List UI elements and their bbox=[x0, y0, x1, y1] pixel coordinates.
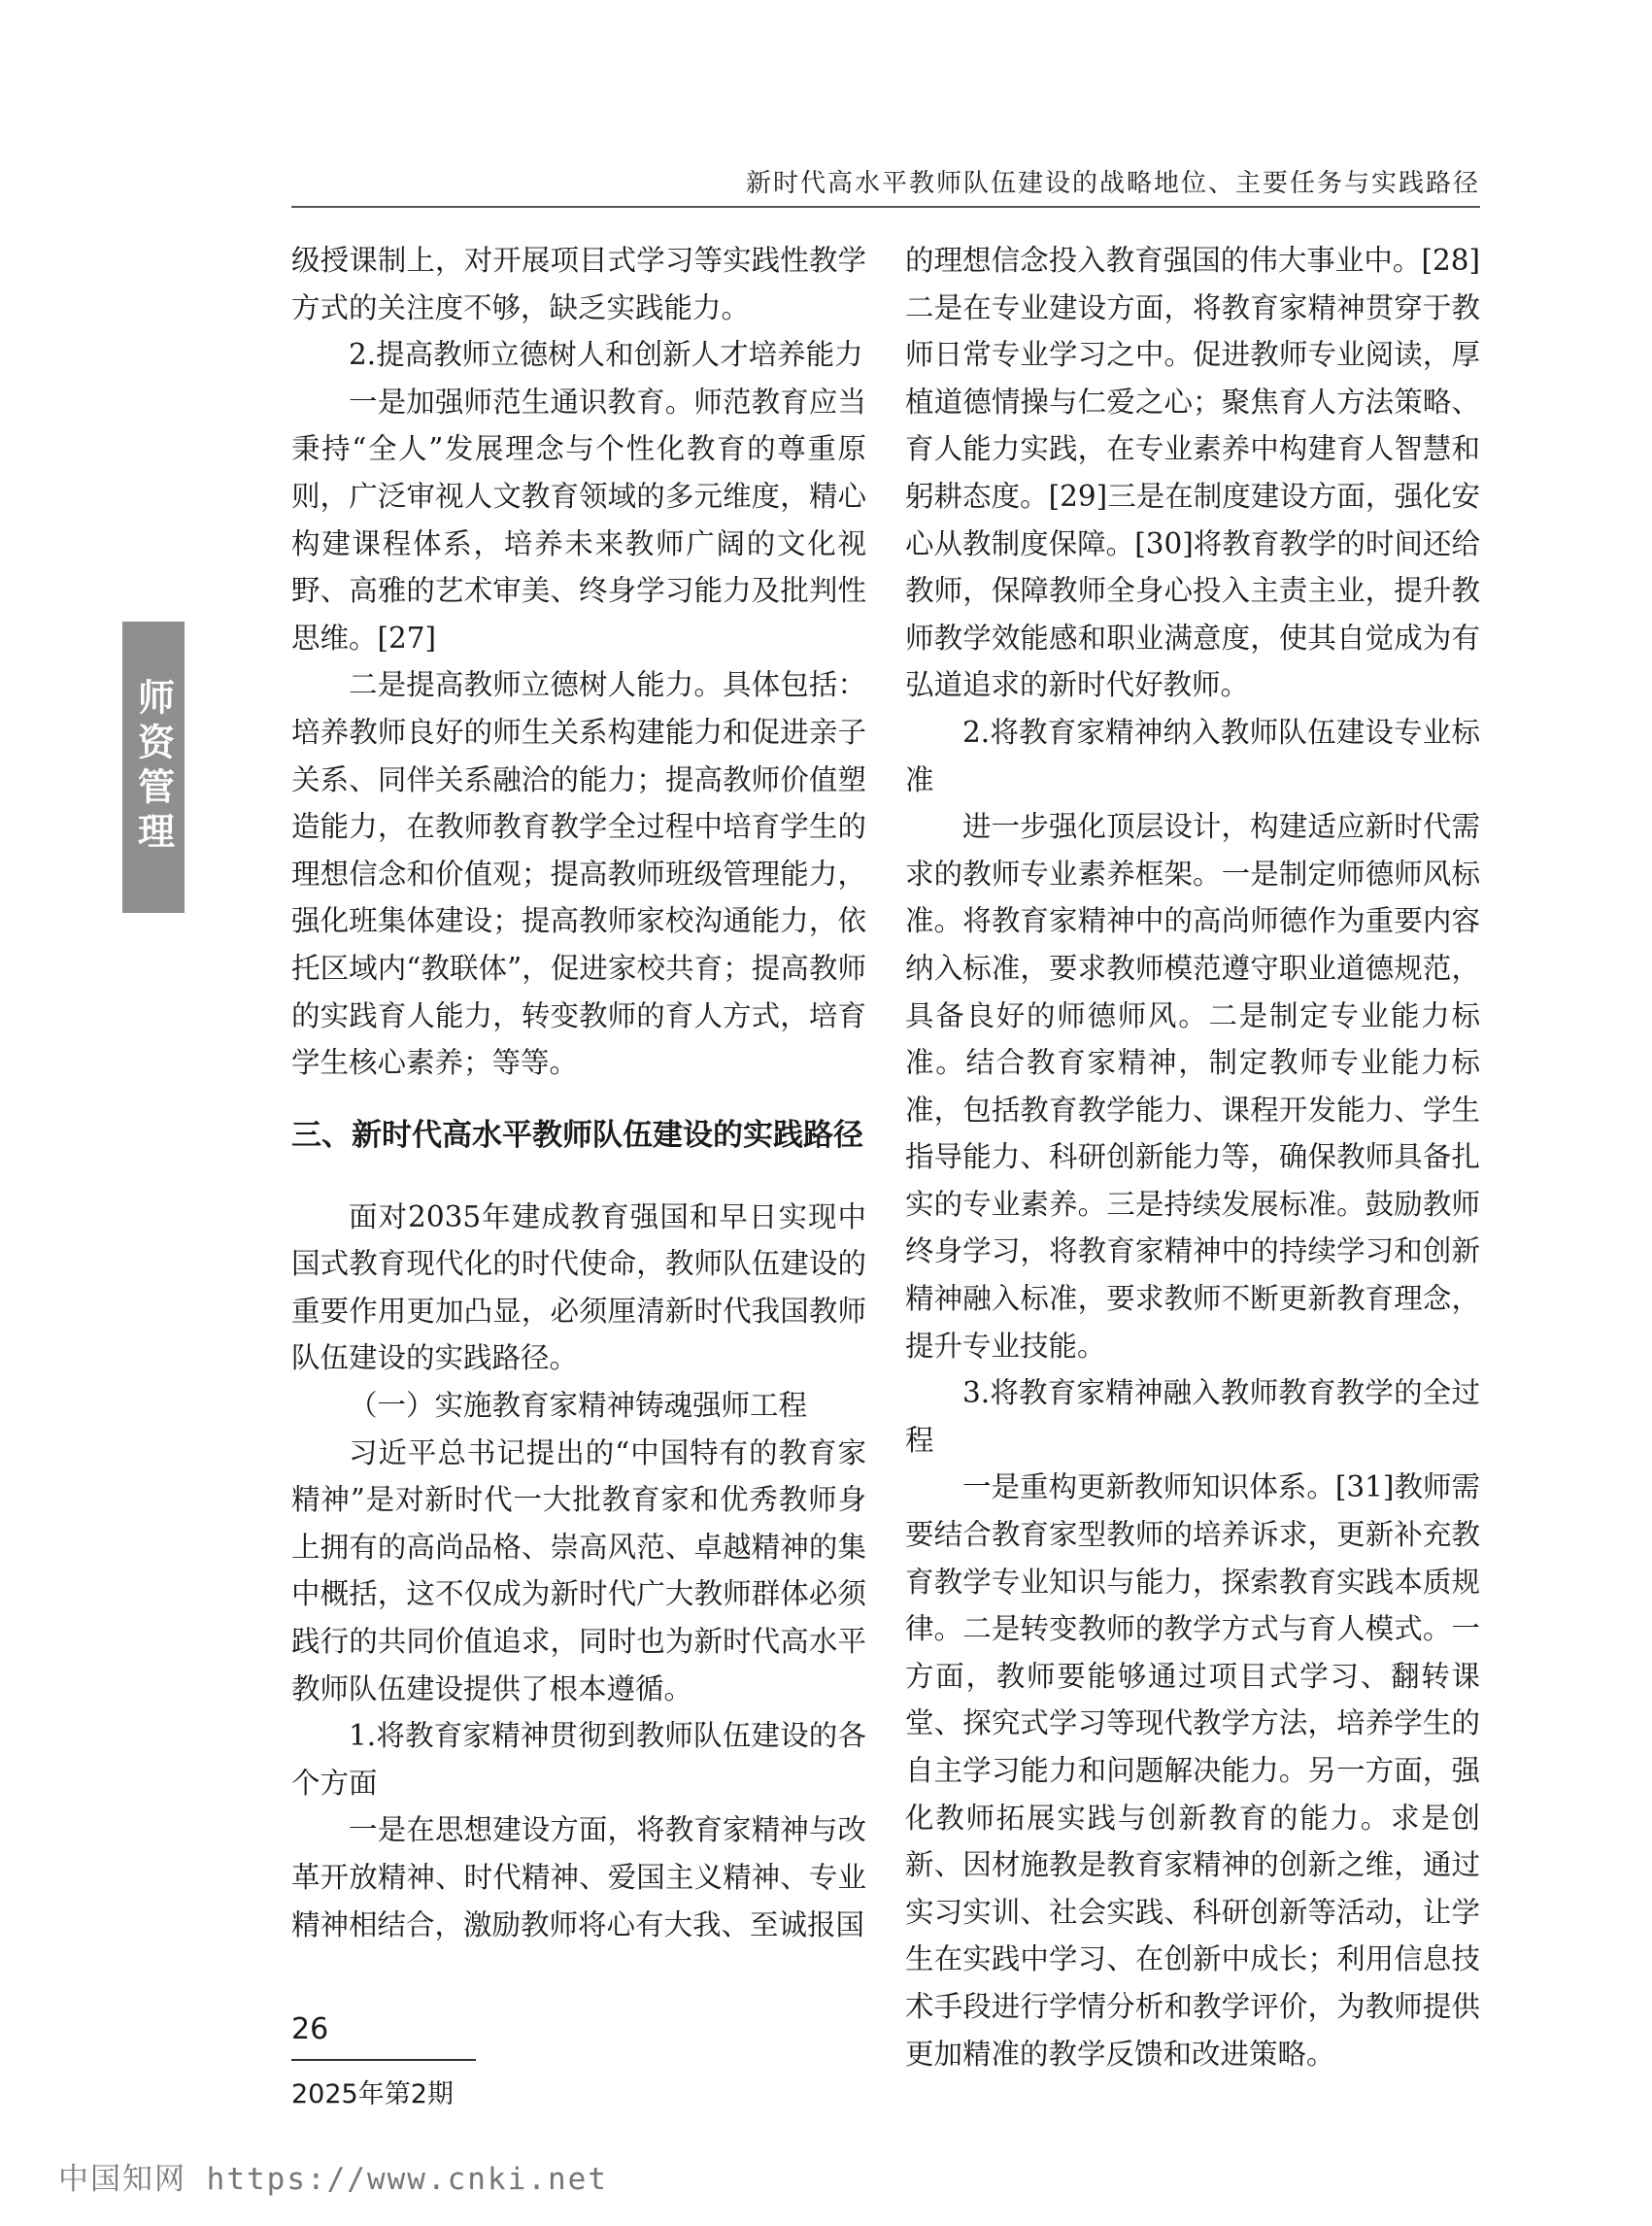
cnki-watermark: 中国知网 https://www.cnki.net bbox=[58, 2162, 608, 2197]
paragraph: 进一步强化顶层设计，构建适应新时代需求的教师专业素养框架。一是制定师德师风标准。将教育家精神中的高尚师德作为重要内容纳入标准，要求教师模范遵守职业道德规范，具备良好的师德师风。二是制定专业能力标准。结合教育家精神，制定教师专业能力标准，包括教育教学能力、课程开发能力、学生指导能力、科研创新能力等，确保教师具备扎实的专业素养。三是持续发展标准。鼓励教师终身学习，将教育家精神中的持续学习和创新精神融入标准，要求教师不断更新教育理念，提升专业技能。 bbox=[905, 810, 1480, 1363]
paragraph: 级授课制上，对开展项目式学习等实践性教学方式的关注度不够，缺乏实践能力。 bbox=[291, 244, 866, 324]
page-number: 26 bbox=[291, 2012, 329, 2046]
paragraph: 习近平总书记提出的“中国特有的教育家精神”是对新时代一大批教育家和优秀教师身上拥有的高尚品格、崇高风范、卓越精神的集中概括，这不仅成为新时代广大教师群体必须践行的共同价值追求，同时也为新时代高水平教师队伍建设提供了根本遵循。 bbox=[291, 1435, 866, 1705]
paragraph: 一是在思想建设方面，将教育家精神与改革开放精神、时代精神、爱国主义精神、专业精神相结合，激励教师将心有大我、至诚报国 bbox=[291, 1813, 866, 1941]
subsection-heading: 3.将教育家精神融入教师教育教学的全过程 bbox=[905, 1376, 1480, 1457]
subsection-heading: 2.将教育家精神纳入教师队伍建设专业标准 bbox=[905, 715, 1480, 796]
paragraph: 一是重构更新教师知识体系。[31]教师需要结合教育家型教师的培养诉求，更新补充教育教学专业知识与能力，探索教育实践本质规律。二是转变教师的教学方式与育人模式。一方面，教师要能够通过项目式学习、翻转课堂、探究式学习等现代教学方法，培养学生的自主学习能力和问题解决能力。另一方面，强化教师拓展实践与创新教育的能力。求是创新、因材施教是教育家精神的创新之维，通过实习实训、社会实践、科研创新等活动，让学生在实践中学习、在创新中成长；利用信息技术手段进行学情分析和教学评价，为教师提供更加精准的教学反馈和改进策略。 bbox=[905, 1470, 1480, 2071]
subsection-heading: 1.将教育家精神贯彻到教师队伍建设的各个方面 bbox=[291, 1719, 866, 1800]
issue-label: 2025年第2期 bbox=[291, 2079, 454, 2109]
paragraph: 的理想信念投入教育强国的伟大事业中。[28]二是在专业建设方面，将教育家精神贯穿于教师日常专业学习之中。促进教师专业阅读，厚植道德情操与仁爱之心；聚焦育人方法策略、育人能力实践，在专业素养中构建育人智慧和躬耕态度。[29]三是在制度建设方面，强化安心从教制度保障。[30]将教育教学的时间还给教师，保障教师全身心投入主责主业，提升教师教学效能感和职业满意度，使其自觉成为有弘道追求的新时代好教师。 bbox=[905, 244, 1480, 702]
subsection-heading: （一）实施教育家精神铸魂强师工程 bbox=[349, 1389, 808, 1423]
right-column bbox=[905, 237, 1480, 2077]
left-column bbox=[291, 237, 866, 1948]
subsection-heading: 2.提高教师立德树人和创新人才培养能力 bbox=[349, 338, 863, 372]
footer-rule bbox=[291, 2059, 476, 2061]
paragraph: 二是提高教师立德树人能力。具体包括：培养教师良好的师生关系构建能力和促进亲子关系、同伴关系融洽的能力；提高教师价值塑造能力，在教师教育教学全过程中培育学生的理想信念和价值观；提高教师班级管理能力，强化班集体建设；提高教师家校沟通能力，依托区域内“教联体”，促进家校共育；提高教师的实践育人能力，转变教师的育人方式，培育学生核心素养；等等。 bbox=[291, 668, 866, 1080]
section-side-tab bbox=[122, 622, 185, 913]
header-rule bbox=[291, 206, 1480, 208]
running-header: 新时代高水平教师队伍建设的战略地位、主要任务与实践路径 bbox=[745, 169, 1480, 198]
section-side-tab-label: 师资管理 bbox=[131, 678, 175, 857]
paragraph: 面对2035年建成教育强国和早日实现中国式教育现代化的时代使命，教师队伍建设的重要作用更加凸显，必须厘清新时代我国教师队伍建设的实践路径。 bbox=[291, 1199, 866, 1375]
section-heading: 三、新时代高水平教师队伍建设的实践路径 bbox=[291, 1117, 863, 1153]
paragraph: 一是加强师范生通识教育。师范教育应当秉持“全人”发展理念与个性化教育的尊重原则，广泛审视人文教育领域的多元维度，精心构建课程体系，培养未来教师广阔的文化视野、高雅的艺术审美、终身学习能力及批判性思维。[27] bbox=[291, 385, 866, 655]
